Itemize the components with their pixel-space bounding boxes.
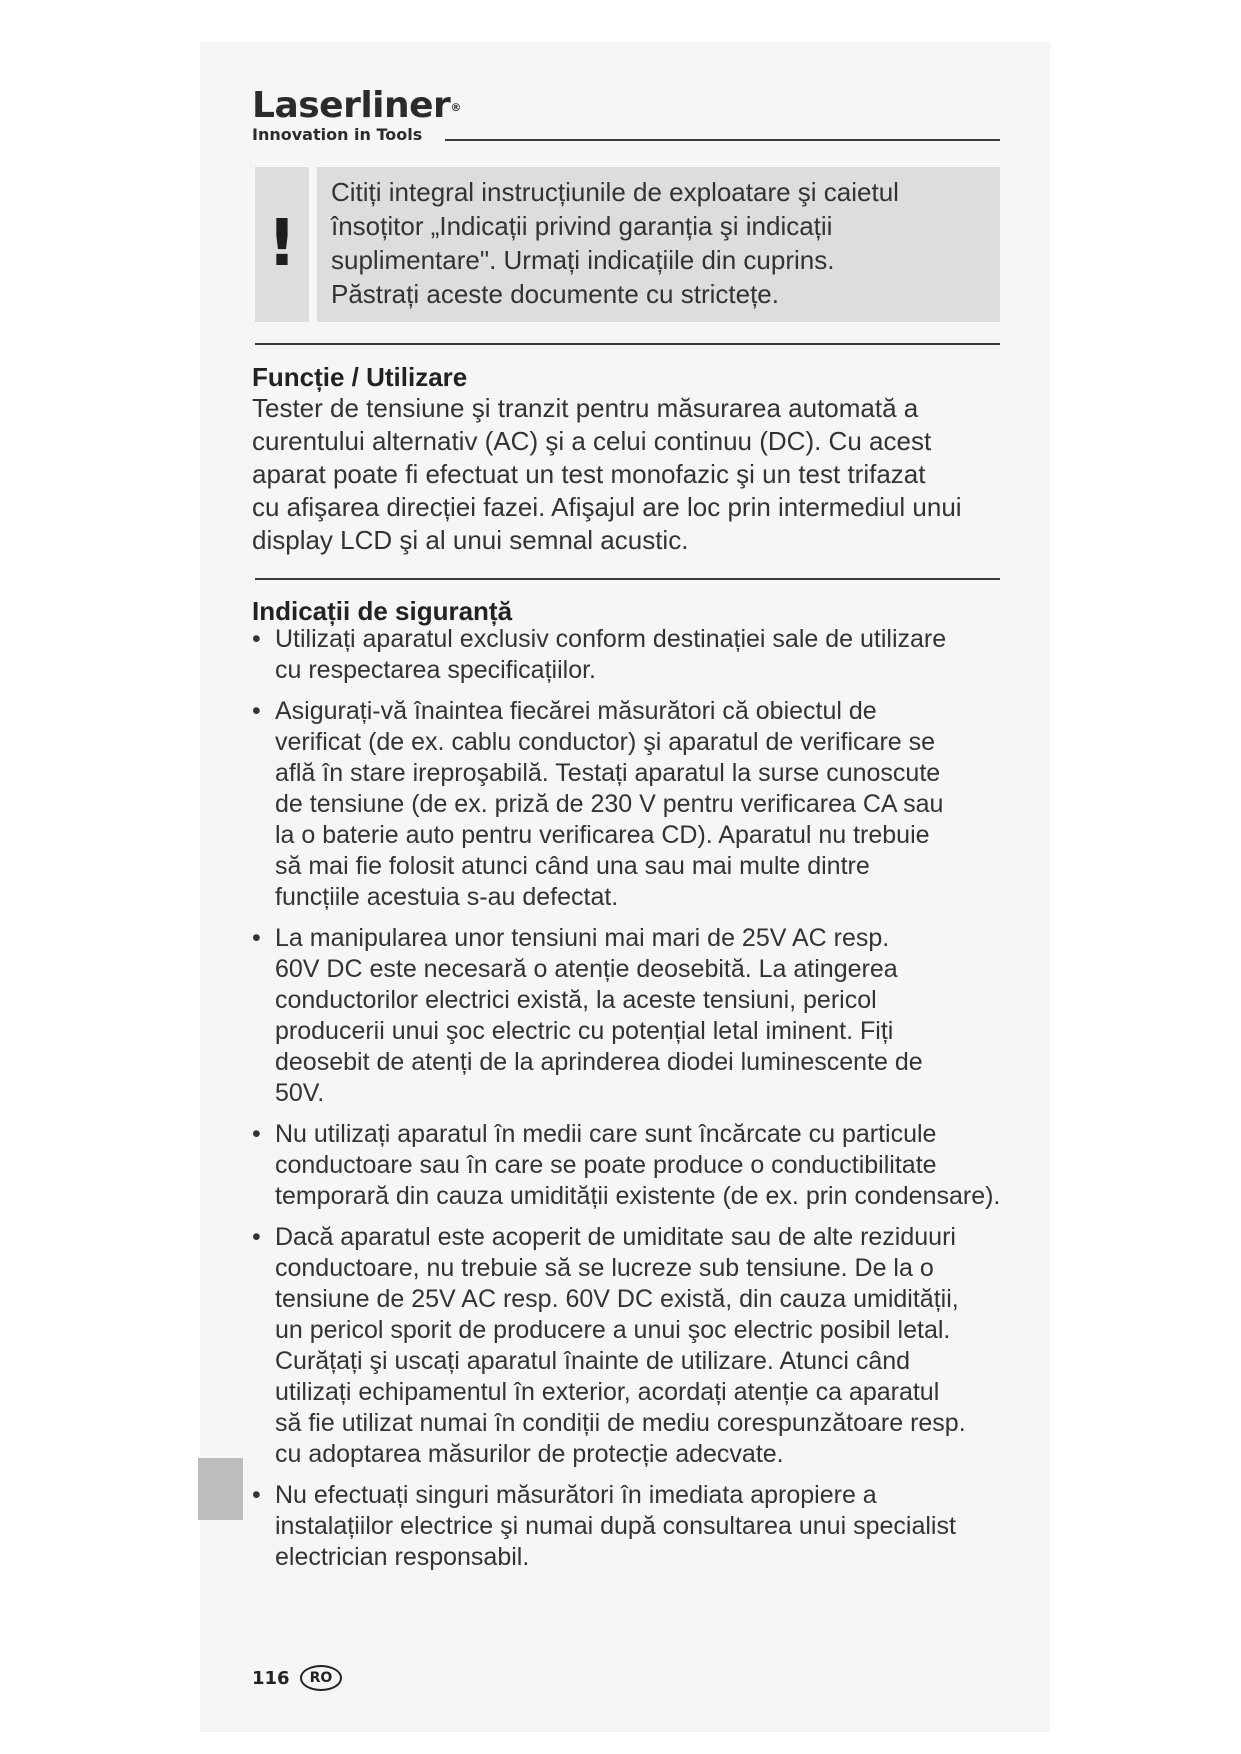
side-tab-marker — [198, 1458, 243, 1520]
notice-box — [317, 167, 1000, 322]
bullet-icon: • — [252, 1223, 261, 1251]
list-item: • Asigurați-vă înaintea fiecărei măsurători că obiectul de verificat (de ex. cablu conductor) şi aparatul de verificare se află în stare ireproşabilă. Testați aparatul la surse cunoscute de tensiune (de ex. priză de 230 V pentru verificarea CA sau la o baterie auto pentru verificarea CD). Aparatul nu trebuie să mai fie folosit atunci când una sau mai multe dintre funcțiile acestuia s-au defectat. — [252, 697, 944, 911]
bullet-icon: • — [252, 924, 261, 952]
language-badge: RO — [300, 1665, 343, 1691]
function-body: Tester de tensiune şi tranzit pentru măsurarea automată a curentului alternativ (AC) şi a celui continuu (DC). Cu acest aparat poate fi efectuat un test monofazic şi un test trifazat cu afişarea direcției fazei. Afişajul are loc prin intermediul unui display LCD şi al unui semnal acustic. — [252, 393, 962, 555]
brand-name: Laserliner® — [252, 85, 461, 126]
list-item: • Nu efectuați singuri măsurători în imediata apropiere a instalațiilor electrice şi numai după consultarea unui specialist electrician responsabil. — [252, 1481, 956, 1571]
brand-tagline: Innovation in Tools — [252, 125, 423, 144]
bullet-icon: • — [252, 1120, 261, 1148]
list-item: • Utilizați aparatul exclusiv conform destinației sale de utilizare cu respectarea specificațiilor. — [252, 625, 947, 684]
section-divider — [255, 343, 1000, 345]
notice-text: Citiți integral instrucțiunile de exploatare şi caietul însoțitor „Indicații privind garanția şi indicații suplimentare". Urmați indicațiile din cuprins. Păstrați aceste documente cu strictețe. — [331, 177, 899, 309]
safety-heading: Indicații de siguranță — [252, 596, 513, 626]
safety-list — [252, 624, 1012, 1583]
brand-logo — [252, 86, 461, 144]
registered-mark: ® — [450, 101, 461, 114]
bullet-icon: • — [252, 1481, 261, 1509]
page-footer — [252, 1665, 342, 1691]
list-item: • Dacă aparatul este acoperit de umiditate sau de alte reziduuri conductoare, nu trebuie să se lucreze sub tensiune. De la o tensiune de 25V AC resp. 60V DC există, din cauza umidității, un pericol sporit de producere a unui şoc electric posibil letal. Curățați şi uscați aparatul înainte de utilizare. Atunci când utilizați echipamentul în exterior, acordați atenție ca aparatul să fie utilizat numai în condiții de mediu corespunzătoare resp. cu adoptarea măsurilor de protecție adecvate. — [252, 1223, 966, 1468]
bullet-icon: • — [252, 625, 261, 653]
page-number: 116 — [252, 1667, 290, 1689]
section-divider — [255, 578, 1000, 580]
list-item: • La manipularea unor tensiuni mai mari de 25V AC resp. 60V DC este necesară o atenție deosebită. La atingerea conductorilor electrici există, la aceste tensiuni, pericol producerii unui şoc electric cu potențial letal iminent. Fiți deosebit de atenți de la aprinderea diodei luminescente de 50V. — [252, 924, 923, 1107]
header-divider — [445, 139, 1000, 141]
function-heading: Funcție / Utilizare — [252, 362, 468, 392]
list-item: • Nu utilizați aparatul în medii care sunt încărcate cu particule conductoare sau în care se poate produce o conductibilitate temporară din cauza umidității existente (de ex. prin condensare). — [252, 1120, 1001, 1210]
warning-icon: ! — [255, 167, 309, 322]
bullet-icon: • — [252, 697, 261, 725]
